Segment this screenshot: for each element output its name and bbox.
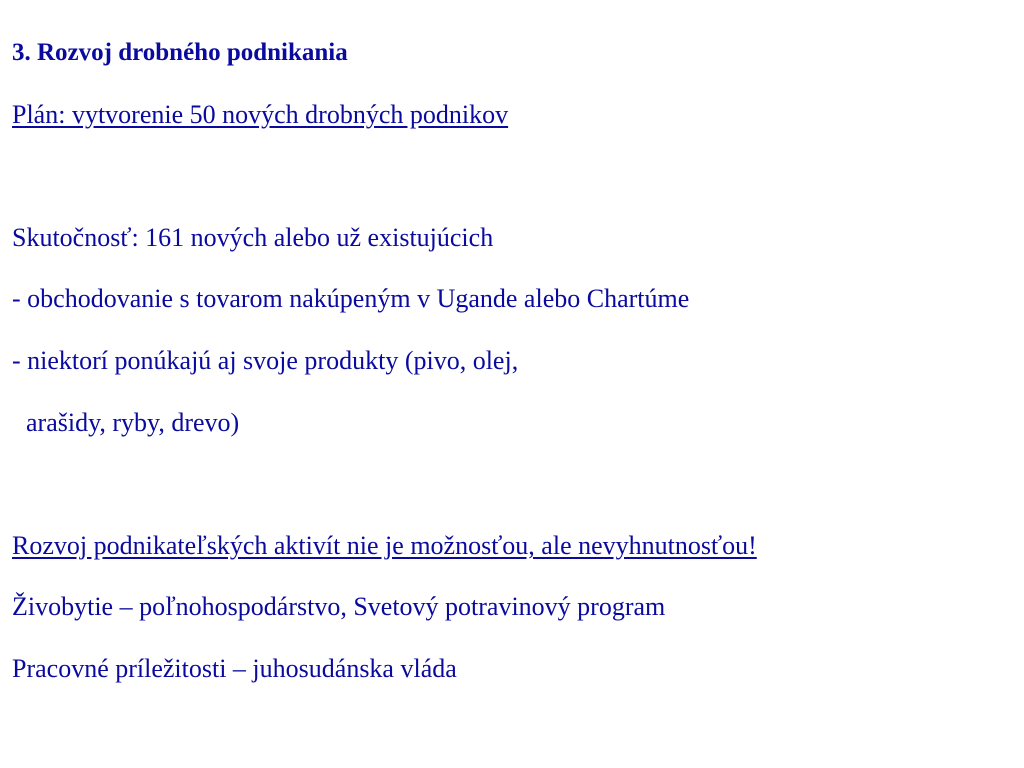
reality-text: Skutočnosť: 161 nových alebo už existujúcich — [12, 223, 494, 252]
slide-title: 3. Rozvoj drobného podnikania — [12, 39, 348, 66]
bullet-products-continuation: arašidy, ryby, drevo) — [26, 408, 240, 437]
livelihood-text: Živobytie – poľnohospodárstvo, Svetový potravinový program — [12, 592, 666, 621]
bullet-trading: - obchodovanie s tovarom nakúpeným v Ugande alebo Chartúme — [12, 284, 690, 313]
jobs-text: Pracovné príležitosti – juhosudánska vláda — [12, 654, 457, 683]
plan-text: Plán: vytvorenie 50 nových drobných podnikov — [12, 100, 509, 129]
conclusion-text: Rozvoj podnikateľských aktivít nie je možnosťou, ale nevyhnutnosťou! — [12, 531, 757, 560]
bullet-products: - niektorí ponúkajú aj svoje produkty (pivo, olej, — [12, 346, 519, 375]
